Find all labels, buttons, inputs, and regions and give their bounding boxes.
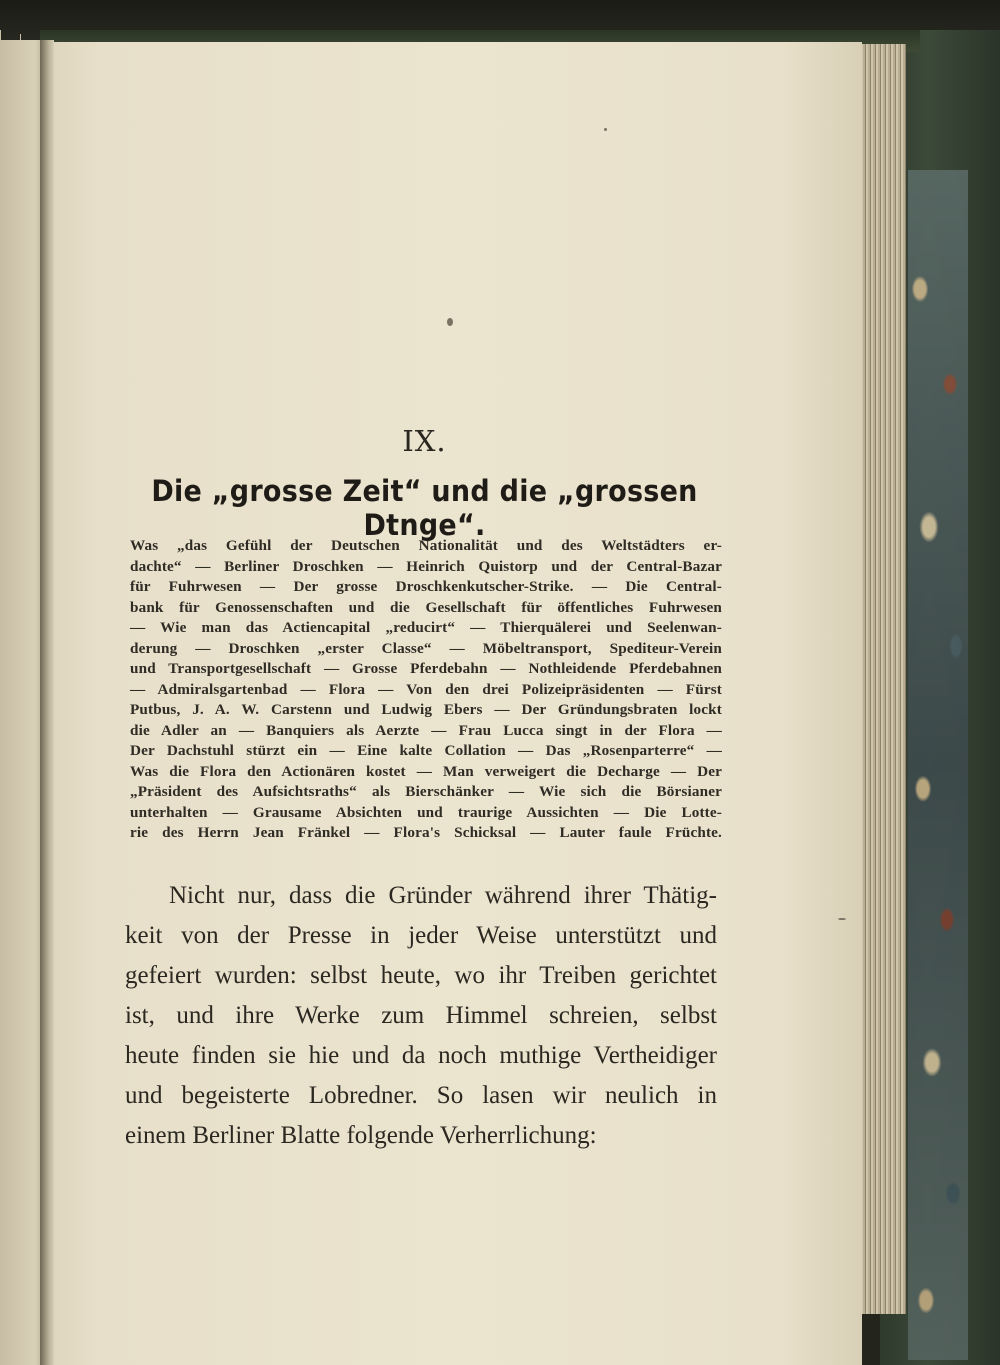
chapter-summary [130, 536, 722, 844]
body-line: und begeisterte Lobredner. So lasen wir neulich in [125, 1082, 717, 1109]
summary-line: Was „das Gefühl der Deutschen Nationalität und des Weltstädters er- [130, 537, 722, 554]
paper-speck [447, 318, 453, 326]
body-paragraph [125, 876, 717, 1156]
marbled-endpaper [908, 170, 968, 1360]
summary-line: dachte“ — Berliner Droschken — Heinrich Quistorp und der Central-Bazar [130, 557, 722, 575]
body-line: ist, und ihre Werke zum Himmel schreien, selbst [125, 1002, 717, 1029]
body-line: gefeiert wurden: selbst heute, wo ihr Treiben gerichtet [125, 962, 717, 989]
book-gutter [40, 40, 54, 1365]
summary-line: die Adler an — Banquiers als Aerzte — Frau Lucca singt in der Flora — [130, 721, 722, 739]
body-line: heute finden sie hie und da noch muthige Vertheidiger [125, 1042, 717, 1069]
summary-line: Der Dachstuhl stürzt ein — Eine kalte Collation — Das „Rosenparterre“ — [130, 742, 722, 759]
summary-line: und Transportgesellschaft — Grosse Pferdebahn — Nothleidende Pferdebahnen [130, 660, 722, 677]
summary-line: — Admiralsgartenbad — Flora — Von den drei Polizeipräsidenten — Fürst [130, 680, 722, 698]
paper-speck [604, 128, 607, 131]
summary-line: derung — Droschken „erster Classe“ — Möbeltransport, Spediteur-Verein [130, 639, 722, 657]
summary-line: „Präsident des Aufsichtsraths“ als Bierschänker — Wie sich die Börsianer [130, 783, 722, 800]
summary-line: bank für Genossenschaften und die Gesellschaft für öffentliches Fuhrwesen [130, 598, 722, 616]
body-line: einem Berliner Blatte folgende Verherrlichung: [125, 1122, 597, 1149]
summary-line: Was die Flora den Actionären kostet — Man verweigert die Decharge — Der [130, 762, 722, 780]
summary-line: für Fuhrwesen — Der grosse Droschkenkutscher-Strike. — Die Central- [130, 578, 722, 595]
ruler-tick [0, 30, 1, 40]
summary-line: unterhalten — Grausame Absichten und traurige Aussichten — Die Lotte- [130, 803, 722, 821]
paper-speck [838, 918, 846, 920]
summary-line: rie des Herrn Jean Fränkel — Flora's Schicksal — Lauter faule Früchte. [130, 824, 722, 841]
chapter-title: Die „grosse Zeit“ und die „grossen Dtnge“. [151, 474, 698, 542]
chapter-number: IX. [402, 424, 447, 458]
summary-line: — Wie man das Actiencapital „reducirt“ — Thierquälerei und Seelenwan- [130, 619, 722, 636]
summary-line: Putbus, J. A. W. Carstenn und Ludwig Ebers — Der Gründungsbraten lockt [130, 701, 722, 718]
body-line: Nicht nur, dass die Gründer während ihrer Thätig- [169, 882, 717, 909]
body-line: keit von der Presse in jeder Weise unterstützt und [125, 922, 717, 949]
page-fore-edge [858, 44, 906, 1314]
